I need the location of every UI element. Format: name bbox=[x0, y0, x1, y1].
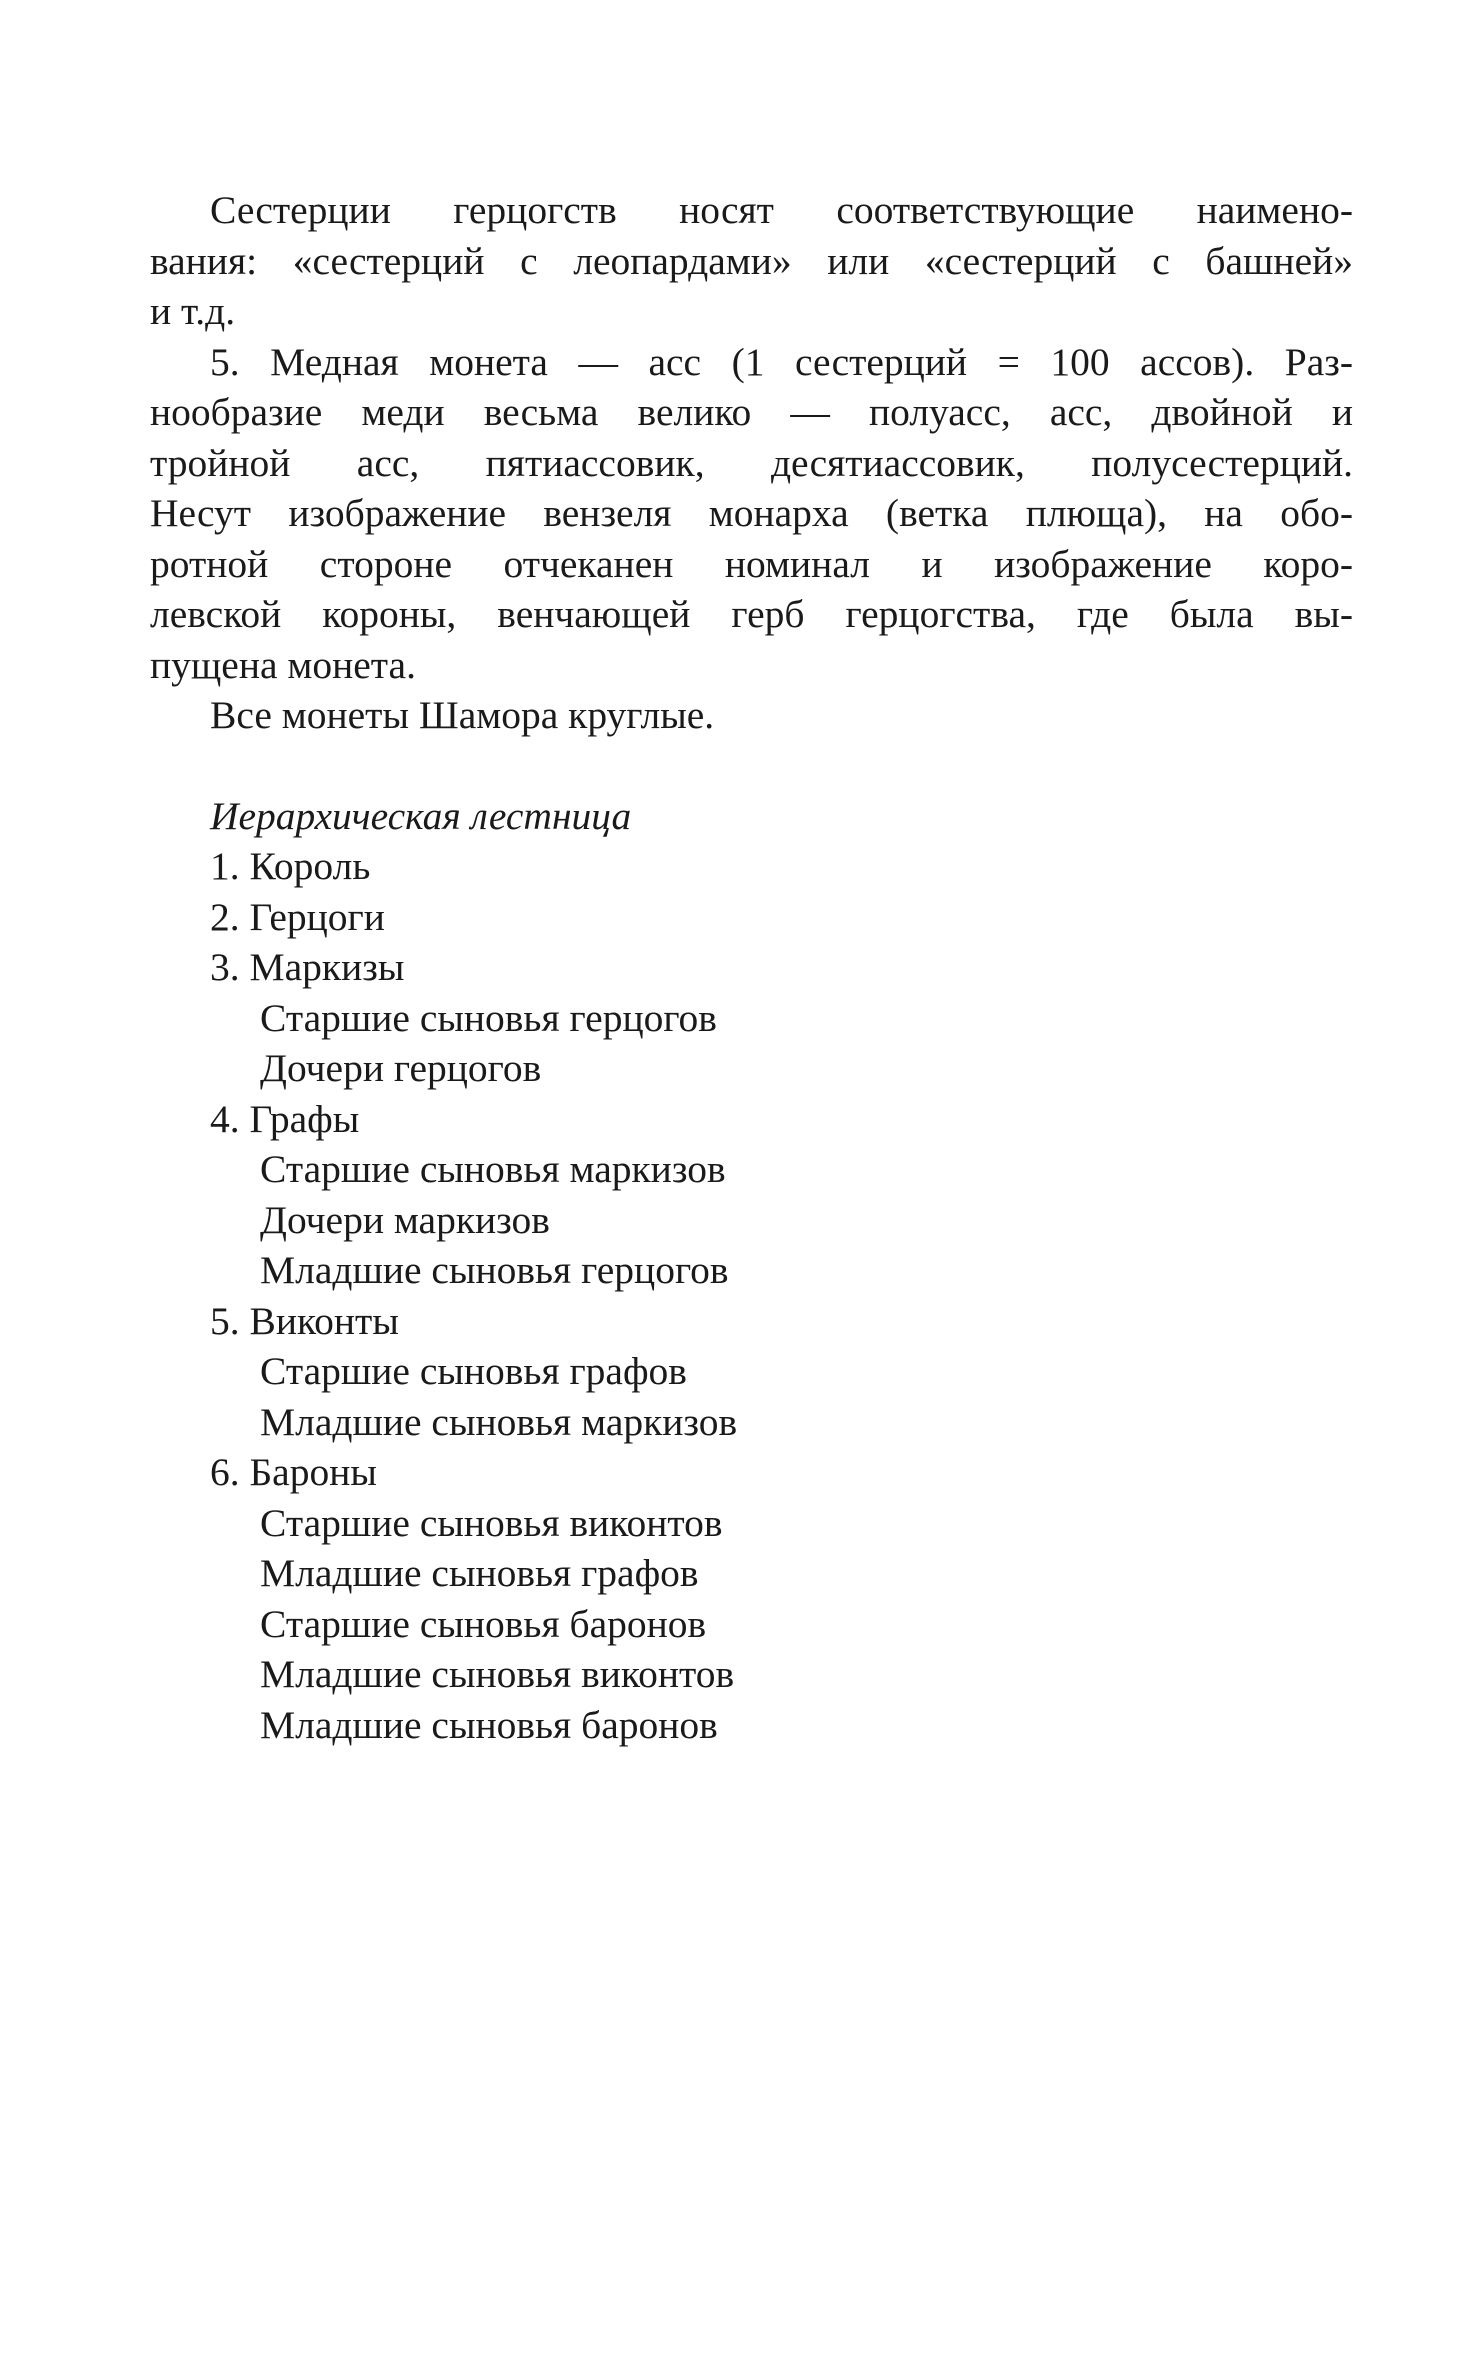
rank-member: Дочери герцогов bbox=[260, 1046, 542, 1090]
text-line: ротной стороне отчеканен номинал и изображение коро- bbox=[150, 541, 1353, 586]
rank-item: 3. Маркизы bbox=[210, 945, 405, 989]
text-line: Сестерции герцогств носят соответствующие наимено- bbox=[210, 188, 1353, 232]
rank-member: Дочери маркизов bbox=[260, 1197, 550, 1242]
hierarchy-heading: Иерархическая лестница bbox=[210, 793, 632, 838]
rank-member: Старшие сыновья графов bbox=[260, 1349, 687, 1393]
rank-member: Младшие сыновья герцогов bbox=[260, 1248, 729, 1292]
rank-member: Старшие сыновья маркизов bbox=[260, 1147, 726, 1191]
document-page bbox=[150, 185, 1353, 1750]
rank-member: Младшие сыновья виконтов bbox=[260, 1652, 735, 1696]
rank-item: 5. Виконты bbox=[210, 1298, 399, 1343]
rank-member: Младшие сыновья графов bbox=[260, 1551, 699, 1595]
paragraph-copper-coin bbox=[150, 337, 1353, 691]
text-line: Несут изображение вензеля монарха (ветка плюща), на обо- bbox=[150, 491, 1353, 535]
text-line: левской короны, венчающей герб герцогства, где была вы- bbox=[150, 592, 1353, 636]
text-line: пущена монета. bbox=[150, 642, 416, 687]
rank-member: Младшие сыновья баронов bbox=[260, 1702, 718, 1747]
rank-member: Младшие сыновья маркизов bbox=[260, 1399, 738, 1444]
rank-member: Старшие сыновья виконтов bbox=[260, 1500, 723, 1545]
section-gap bbox=[150, 741, 1353, 791]
paragraph-coins-round bbox=[150, 690, 1353, 741]
rank-item: 4. Графы bbox=[210, 1096, 360, 1141]
text-line: и т.д. bbox=[150, 289, 236, 333]
hierarchy-list bbox=[150, 841, 1353, 1750]
text-line: Все монеты Шамора круглые. bbox=[210, 693, 715, 737]
text-line: 5. Медная монета — асс (1 сестерций = 100 ассов). Раз- bbox=[210, 339, 1353, 384]
text-line: нообразие меди весьма велико — полуасс, асс, двойной и bbox=[150, 390, 1353, 434]
rank-item: 2. Герцоги bbox=[210, 894, 385, 939]
paragraph-sestertii bbox=[150, 185, 1353, 337]
rank-item: 6. Бароны bbox=[210, 1450, 377, 1494]
rank-member: Старшие сыновья герцогов bbox=[260, 995, 717, 1040]
rank-member: Старшие сыновья баронов bbox=[260, 1601, 707, 1646]
rank-item: 1. Король bbox=[210, 844, 371, 888]
text-line: тройной асс, пятиассовик, десятиассовик, полусестерций. bbox=[150, 440, 1353, 485]
text-line: вания: «сестерций с леопардами» или «сестерций с башней» bbox=[150, 238, 1353, 283]
